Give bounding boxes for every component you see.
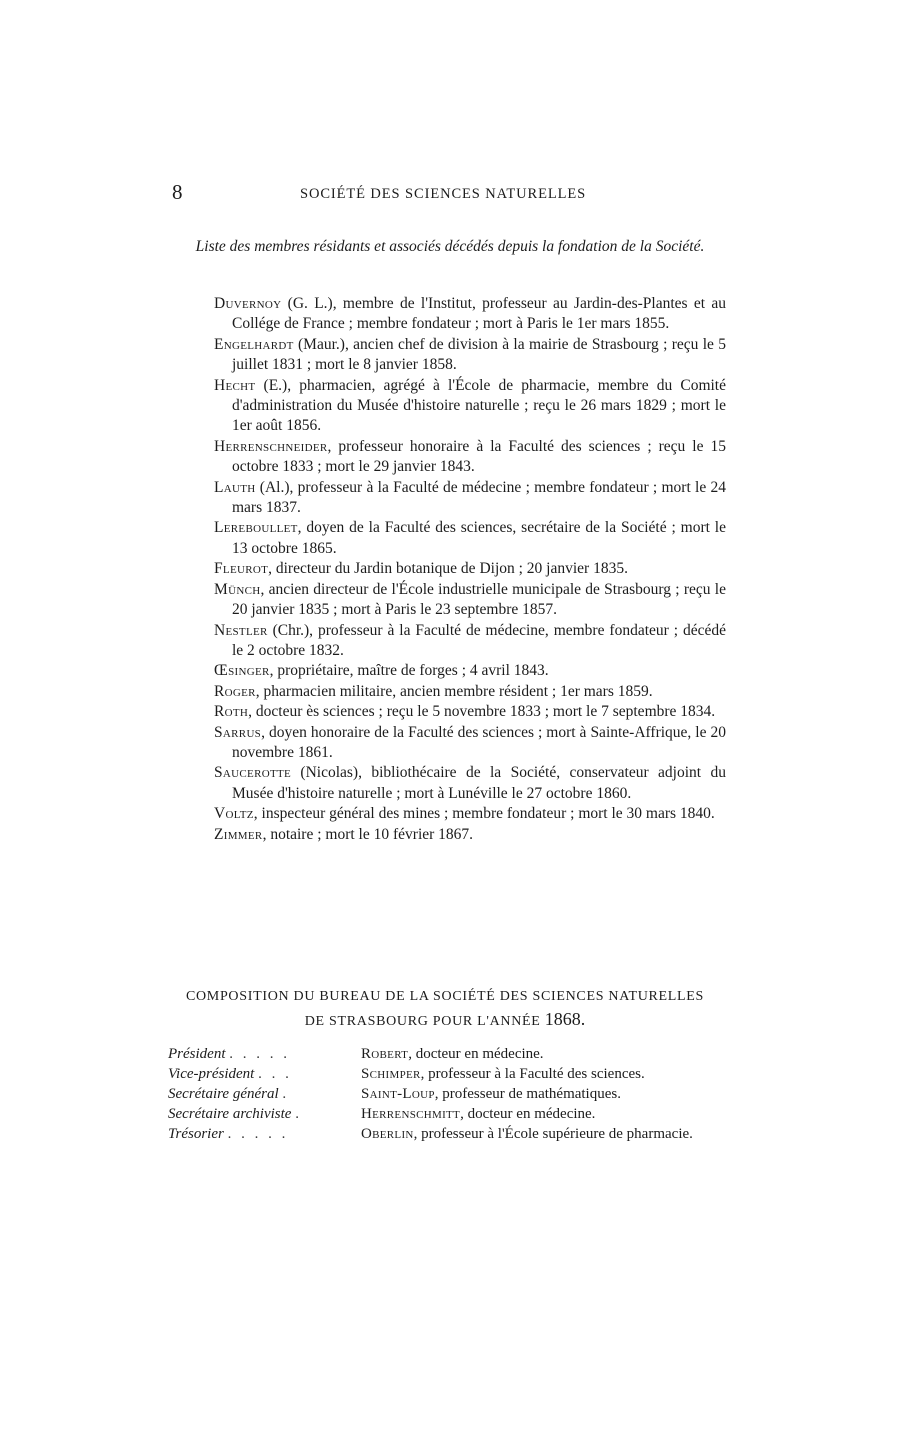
member-name: Roth xyxy=(214,703,249,721)
member-name: Zimmer xyxy=(214,825,263,843)
member-name: Engelhardt xyxy=(214,335,294,353)
member-name: Duvernoy xyxy=(214,295,282,312)
member-name: Hecht xyxy=(214,376,256,394)
role-label: Président xyxy=(168,1046,226,1062)
holder-cell xyxy=(361,1084,728,1104)
member-details: (Maur.), ancien chef de division à la mairie de Strasbourg ; reçu le 5 juillet 1831 ; mort le 8 janvier 1858. xyxy=(232,335,726,374)
holder-details: , professeur à l'École supérieure de pharmacie. xyxy=(413,1126,693,1142)
member-details: , doyen honoraire de la Faculté des sciences ; mort à Sainte-Affrique, le 20 novembre 1861. xyxy=(232,723,726,761)
member-name: Herrenschneider xyxy=(214,437,328,455)
list-item xyxy=(214,478,726,519)
member-details: , inspecteur général des mines ; membre fondateur ; mort le 30 mars 1840. xyxy=(253,805,715,823)
holder-name: Saint-Loup xyxy=(361,1086,435,1102)
list-item xyxy=(214,682,726,702)
holder-details: , professeur de mathématiques. xyxy=(434,1086,621,1102)
holder-name: Oberlin xyxy=(361,1126,414,1142)
list-item xyxy=(214,723,726,764)
list-item xyxy=(214,580,726,621)
member-details: , professeur honoraire à la Faculté des sciences ; reçu le 15 octobre 1833 ; mort le 29 janvier 1843. xyxy=(232,437,726,476)
holder-details: , docteur en médecine. xyxy=(408,1046,544,1062)
member-name: Sarrus xyxy=(214,723,262,741)
dot-leader: . xyxy=(282,1086,290,1102)
list-item xyxy=(214,559,726,579)
member-name: Œsinger xyxy=(214,662,270,680)
running-head: SOCIÉTÉ DES SCIENCES NATURELLES xyxy=(300,186,587,202)
role-cell xyxy=(168,1104,361,1124)
list-item xyxy=(214,437,726,478)
list-item xyxy=(214,335,726,376)
member-name: Lereboullet xyxy=(214,519,298,537)
role-cell xyxy=(168,1084,361,1104)
member-details: , notaire ; mort le 10 février 1867. xyxy=(262,825,474,843)
list-item xyxy=(214,376,726,437)
bureau-table xyxy=(168,1044,728,1144)
member-details: , doyen de la Faculté des sciences, secrétaire de la Société ; mort le 13 octobre 1865. xyxy=(232,519,726,557)
role-label: Vice-président xyxy=(168,1066,255,1082)
member-details: (E.), pharmacien, agrégé à l'École de pharmacie, membre du Comité d'administration du Musée d'histoire naturelle ; reçu le 26 mars 1829 ; mort le 1er août 1856. xyxy=(232,376,726,435)
member-name: Münch xyxy=(214,580,261,598)
list-item xyxy=(214,518,726,559)
member-details: (G. L.), membre de l'Institut, professeur au Jardin-des-Plantes et au Collége de France ; membre fondateur ; mort à Paris le 1er mars 1855. xyxy=(232,295,726,333)
bureau-title xyxy=(160,986,730,1033)
dot-leader: . . . . . xyxy=(227,1126,289,1142)
holder-name: Herrenschmitt xyxy=(361,1106,461,1122)
list-item xyxy=(214,763,726,804)
table-row xyxy=(168,1084,728,1104)
member-details: (Chr.), professeur à la Faculté de médecine, membre fondateur ; décédé le 2 octobre 1832. xyxy=(232,621,726,659)
table-row xyxy=(168,1104,728,1124)
member-details: (Nicolas), bibliothécaire de la Société, conservateur adjoint du Musée d'histoire naturelle ; mort à Lunéville le 27 octobre 1860. xyxy=(232,764,726,802)
holder-cell xyxy=(361,1044,728,1064)
office-holder xyxy=(361,1064,728,1084)
holder-details: , professeur à la Faculté des sciences. xyxy=(420,1066,645,1082)
list-item xyxy=(214,702,726,722)
list-item xyxy=(214,825,726,845)
member-details: , pharmacien militaire, ancien membre résident ; 1er mars 1859. xyxy=(255,682,653,700)
role-cell xyxy=(168,1044,361,1064)
member-details: , ancien directeur de l'École industrielle municipale de Strasbourg ; reçu le 20 janvier 1835 ; mort à Paris le 23 septembre 1857. xyxy=(232,580,726,619)
list-item xyxy=(214,661,726,681)
member-details: , directeur du Jardin botanique de Dijon ; 20 janvier 1835. xyxy=(268,560,628,578)
member-name: Fleurot xyxy=(214,560,269,578)
role-label: Trésorier xyxy=(168,1126,224,1142)
member-name: Voltz xyxy=(214,805,254,823)
member-details: (Al.), professeur à la Faculté de médecine ; membre fondateur ; mort le 24 mars 1837. xyxy=(232,478,726,517)
office-holder xyxy=(361,1084,728,1104)
holder-cell xyxy=(361,1064,728,1084)
member-details: , docteur ès sciences ; reçu le 5 novembre 1833 ; mort le 7 septembre 1834. xyxy=(248,703,716,721)
office-holder xyxy=(361,1104,728,1124)
holder-details: , docteur en médecine. xyxy=(460,1106,596,1122)
list-item xyxy=(214,621,726,662)
dot-leader: . xyxy=(295,1106,302,1122)
table-row xyxy=(168,1044,728,1064)
member-name: Lauth xyxy=(214,478,256,496)
list-item xyxy=(214,804,726,824)
member-details: , propriétaire, maître de forges ; 4 avril 1843. xyxy=(269,662,549,680)
role-cell xyxy=(168,1064,361,1084)
office-holder xyxy=(361,1124,728,1144)
holder-name: Schimper xyxy=(361,1066,421,1082)
bureau-title-line1: COMPOSITION DU BUREAU DE LA SOCIÉTÉ DES SCIENCES NATURELLES xyxy=(185,989,705,1004)
role-label: Secrétaire archiviste xyxy=(168,1106,292,1122)
dot-leader: . . . . . xyxy=(229,1046,290,1062)
table-row xyxy=(168,1064,728,1084)
list-item xyxy=(214,294,726,335)
dot-leader: . . . xyxy=(258,1066,292,1082)
holder-cell xyxy=(361,1124,728,1144)
holder-cell xyxy=(361,1104,728,1124)
member-name: Nestler xyxy=(214,621,268,639)
holder-name: Robert xyxy=(361,1046,409,1062)
member-name: Roger xyxy=(214,682,256,700)
office-holder xyxy=(361,1044,728,1064)
bureau-title-line2: DE STRASBOURG POUR L'ANNÉE xyxy=(304,1014,541,1029)
deceased-list-title: Liste des membres résidants et associés décédés depuis la fondation de la Société. xyxy=(195,238,705,255)
role-cell xyxy=(168,1124,361,1144)
member-name: Saucerotte xyxy=(214,764,292,782)
table-row xyxy=(168,1124,728,1144)
role-label: Secrétaire général xyxy=(168,1086,279,1102)
page-number: 8 xyxy=(172,180,183,204)
bureau-year: 1868. xyxy=(544,1009,586,1029)
deceased-members-list xyxy=(214,294,726,845)
